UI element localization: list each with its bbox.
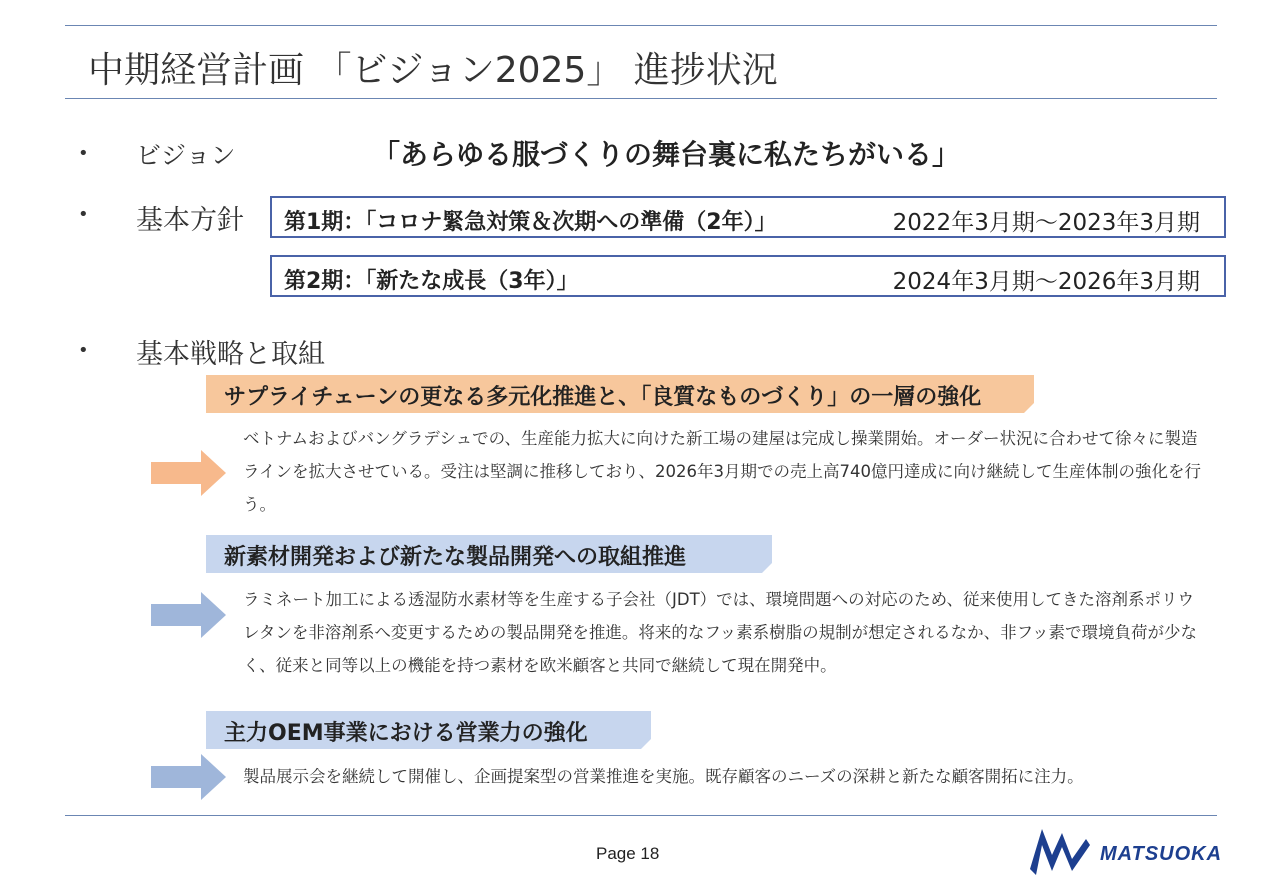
strategy-label: 基本戦略と取組 [136,339,325,370]
phase-1-box [270,196,1226,238]
title-underline [65,98,1217,99]
strategy-3-title: 主力OEM事業における営業力の強化 [224,721,588,746]
strategy-2-body: ラミネート加工による透湿防水素材等を生産する子会社（JDT）では、環境問題への対応のため、従来使用してきた溶剤系ポリウレタンを非溶剤系へ変更するための製品開発を推進。将来的なフッ素系樹脂の規制が想定されるなか、非フッ素で環境負荷が少なく、従来と同等以上の機能を持つ素材を欧米顧客と共同で継続して現在開発中。 [243,590,1198,675]
top-rule [65,25,1217,26]
policy-label: 基本方針 [136,205,244,236]
phase-1-period: 2022年3月期～2023年3月期 [892,210,1200,236]
strategy-1-body: ベトナムおよびバングラデシュでの、生産能力拡大に向けた新工場の建屋は完成し操業開始。オーダー状況に合わせて徐々に製造ラインを拡大させている。受注は堅調に推移しており、2026年3月期での売上高740億円達成に向け継続して生産体制の強化を行う。 [243,429,1201,514]
strategy-2-title: 新素材開発および新たな製品開発への取組推進 [224,545,687,570]
vision-label: ビジョン [136,141,236,170]
page-number: Page 18 [596,844,660,863]
arrow-right-icon [151,592,226,638]
strategy-3-body: 製品展示会を継続して開催し、企画提案型の営業推進を実施。既存顧客のニーズの深耕と新たな顧客開拓に注力。 [243,767,1084,786]
logo-wordmark: MATSUOKA [1100,843,1223,865]
arrow-right-icon [151,754,226,800]
company-logo [1028,825,1223,881]
vision-statement: 「あらゆる服づくりの舞台裏に私たちがいる」 [372,138,961,171]
bullet-marker: • [78,204,89,225]
phase-2-period: 2024年3月期～2026年3月期 [892,269,1200,295]
strategy-1-title: サプライチェーンの更なる多元化推進と、「良質なものづくり」の一層の強化 [224,385,982,410]
phase-1-name: 第1期：「コロナ緊急対策＆次期への準備（2年）」 [284,210,777,235]
matsuoka-logo-icon [1028,825,1092,881]
arrow-right-icon [151,450,226,496]
phase-2-name: 第2期：「新たな成長（3年）」 [284,269,579,294]
phase-2-box [270,255,1226,297]
page-title: 中期経営計画 「ビジョン2025」 進捗状況 [88,50,778,91]
bullet-marker: • [78,340,89,361]
footer-rule [65,815,1217,816]
bullet-marker: • [78,143,89,164]
